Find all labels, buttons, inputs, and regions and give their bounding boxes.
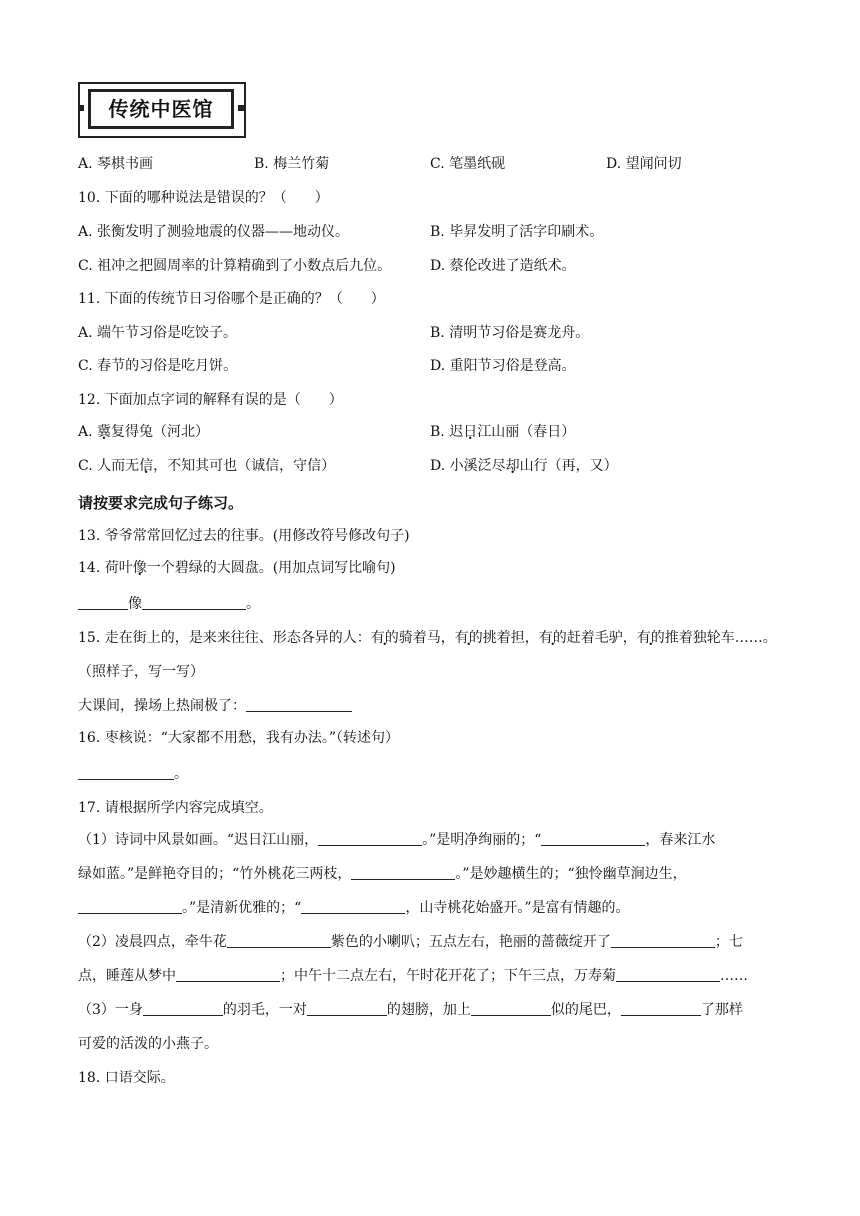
q17-part3-line1: （3）一身 的羽毛，一对 的翅膀，加上 似的尾巴， 了那样 bbox=[78, 1002, 743, 1018]
sign-right-notch bbox=[238, 105, 244, 111]
q12-option-d: D. 小溪泛尽却山行（再，又） bbox=[430, 458, 618, 474]
q14-blank-1[interactable] bbox=[78, 595, 128, 610]
q17-part1-line3: 。”是清新优雅的；“ ，山寺桃花始盛开。”是富有情趣的。 bbox=[78, 898, 629, 918]
q10-option-d: D. 蔡伦改进了造纸术。 bbox=[430, 258, 576, 274]
q12-option-c: C. 人而无信，不知其可也（诚信，守信） bbox=[78, 458, 336, 474]
q14-dotted-word: 像 bbox=[132, 560, 147, 576]
q17-part3-line2: 可爱的活泼的小燕子。 bbox=[78, 1036, 218, 1052]
q11-option-d: D. 重阳节习俗是登高。 bbox=[430, 358, 576, 374]
q16-stem: 16. 枣核说：“大家都不用愁，我有办法。”（转述句） bbox=[78, 730, 400, 746]
q9-option-b: B. 梅兰竹菊 bbox=[254, 156, 330, 172]
q15-example-sentence: 15. 走在街上的，是来来往往、形态各异的人：有的骑着马，有的挑着担，有的赶着毛驴，有的推着独轮车……。 bbox=[78, 630, 777, 646]
q17-blank-10[interactable] bbox=[143, 1001, 223, 1016]
q15-instruction: （照样子，写一写） bbox=[78, 664, 204, 680]
q17-part1-line1: （1）诗词中风景如画。“迟日江山丽， 。”是明净绚丽的；“ ，春来江水 bbox=[78, 832, 716, 848]
q17-blank-8[interactable] bbox=[176, 967, 280, 982]
q10-option-b: B. 毕昇发明了活字印刷术。 bbox=[430, 224, 604, 240]
q14-blank-2[interactable] bbox=[142, 595, 246, 610]
q17-blank-9[interactable] bbox=[616, 967, 720, 982]
q17-blank-5[interactable] bbox=[301, 899, 405, 914]
q17-stem: 17. 请根据所学内容完成填空。 bbox=[78, 800, 273, 816]
q14-stem: 14. 荷叶像一个碧绿的大圆盘。(用加点词写比喻句) bbox=[78, 560, 396, 576]
q18-stem: 18. 口语交际。 bbox=[78, 1070, 175, 1086]
q17-blank-12[interactable] bbox=[471, 1001, 551, 1016]
q17-blank-4[interactable] bbox=[78, 899, 182, 914]
q17-blank-1[interactable] bbox=[318, 831, 422, 846]
q12-option-a: A. 冀复得兔（河北） bbox=[78, 424, 210, 440]
q11-option-a: A. 端午节习俗是吃饺子。 bbox=[78, 325, 238, 341]
q17-blank-13[interactable] bbox=[621, 1001, 701, 1016]
q17-part2-line1: （2）凌晨四点，牵牛花 紫色的小喇叭；五点左右，艳丽的蔷薇绽开了 ；七 bbox=[78, 934, 743, 950]
q11-stem: 11. 下面的传统节日习俗哪个是正确的？（ ） bbox=[78, 291, 385, 307]
q14-answer-line: 像 。 bbox=[78, 594, 260, 614]
q17-part2-line2: 点，睡莲从梦中 ；中午十二点左右，午时花开花了；下午三点，万寿菊 …… bbox=[78, 968, 748, 984]
q12-stem: 12. 下面加点字词的解释有误的是（ ） bbox=[78, 392, 343, 408]
q12-d-dotted-char: 却 bbox=[505, 458, 520, 474]
q17-part1-line2: 绿如蓝。”是鲜艳夺目的；“竹外桃花三两枝， 。”是妙趣横生的；“独怜幽草涧边生， bbox=[78, 866, 687, 882]
q9-option-d: D. 望闻问切 bbox=[606, 156, 682, 172]
q12-b-dotted-char: 日 bbox=[463, 424, 478, 440]
q10-option-a: A. 张衡发明了测验地震的仪器——地动仪。 bbox=[78, 224, 350, 240]
sign-left-notch bbox=[78, 105, 84, 111]
q11-option-c: C. 春节的习俗是吃月饼。 bbox=[78, 358, 238, 374]
q15-dotted-youde-4: 有的 bbox=[636, 630, 665, 646]
q12-option-b: B. 迟日江山丽（春日） bbox=[430, 424, 576, 440]
q10-option-c: C. 祖冲之把圆周率的计算精确到了小数点后九位。 bbox=[78, 258, 392, 274]
q16-answer-line: 。 bbox=[78, 764, 188, 784]
q15-blank[interactable] bbox=[246, 697, 352, 712]
traditional-chinese-medicine-sign bbox=[78, 82, 246, 138]
q13-stem: 13. 爷爷常常回忆过去的往事。(用修改符号修改句子) bbox=[78, 528, 410, 544]
q12-c-dotted-char: 信 bbox=[139, 458, 154, 474]
q15-dotted-youde-2: 有的 bbox=[454, 630, 483, 646]
q9-option-a: A. 琴棋书画 bbox=[78, 156, 154, 172]
q17-blank-11[interactable] bbox=[307, 1001, 387, 1016]
q17-blank-6[interactable] bbox=[227, 933, 331, 948]
q15-dotted-youde-3: 有的 bbox=[538, 630, 567, 646]
q12-a-dotted-char: 冀 bbox=[97, 424, 112, 440]
q10-stem: 10. 下面的哪种说法是错误的？（ ） bbox=[78, 190, 329, 206]
sign-text: 传统中医馆 bbox=[88, 89, 234, 129]
q17-blank-2[interactable] bbox=[541, 831, 645, 846]
q11-option-b: B. 清明节习俗是赛龙舟。 bbox=[430, 325, 590, 341]
q15-dotted-youde-1: 有的 bbox=[370, 630, 399, 646]
q17-blank-3[interactable] bbox=[351, 865, 455, 880]
q17-blank-7[interactable] bbox=[611, 933, 715, 948]
q15-prompt: 大课间，操场上热闹极了： bbox=[78, 696, 352, 716]
q9-option-c: C. 笔墨纸砚 bbox=[430, 156, 506, 172]
section-heading: 请按要求完成句子练习。 bbox=[78, 494, 244, 512]
q16-blank[interactable] bbox=[78, 765, 174, 780]
